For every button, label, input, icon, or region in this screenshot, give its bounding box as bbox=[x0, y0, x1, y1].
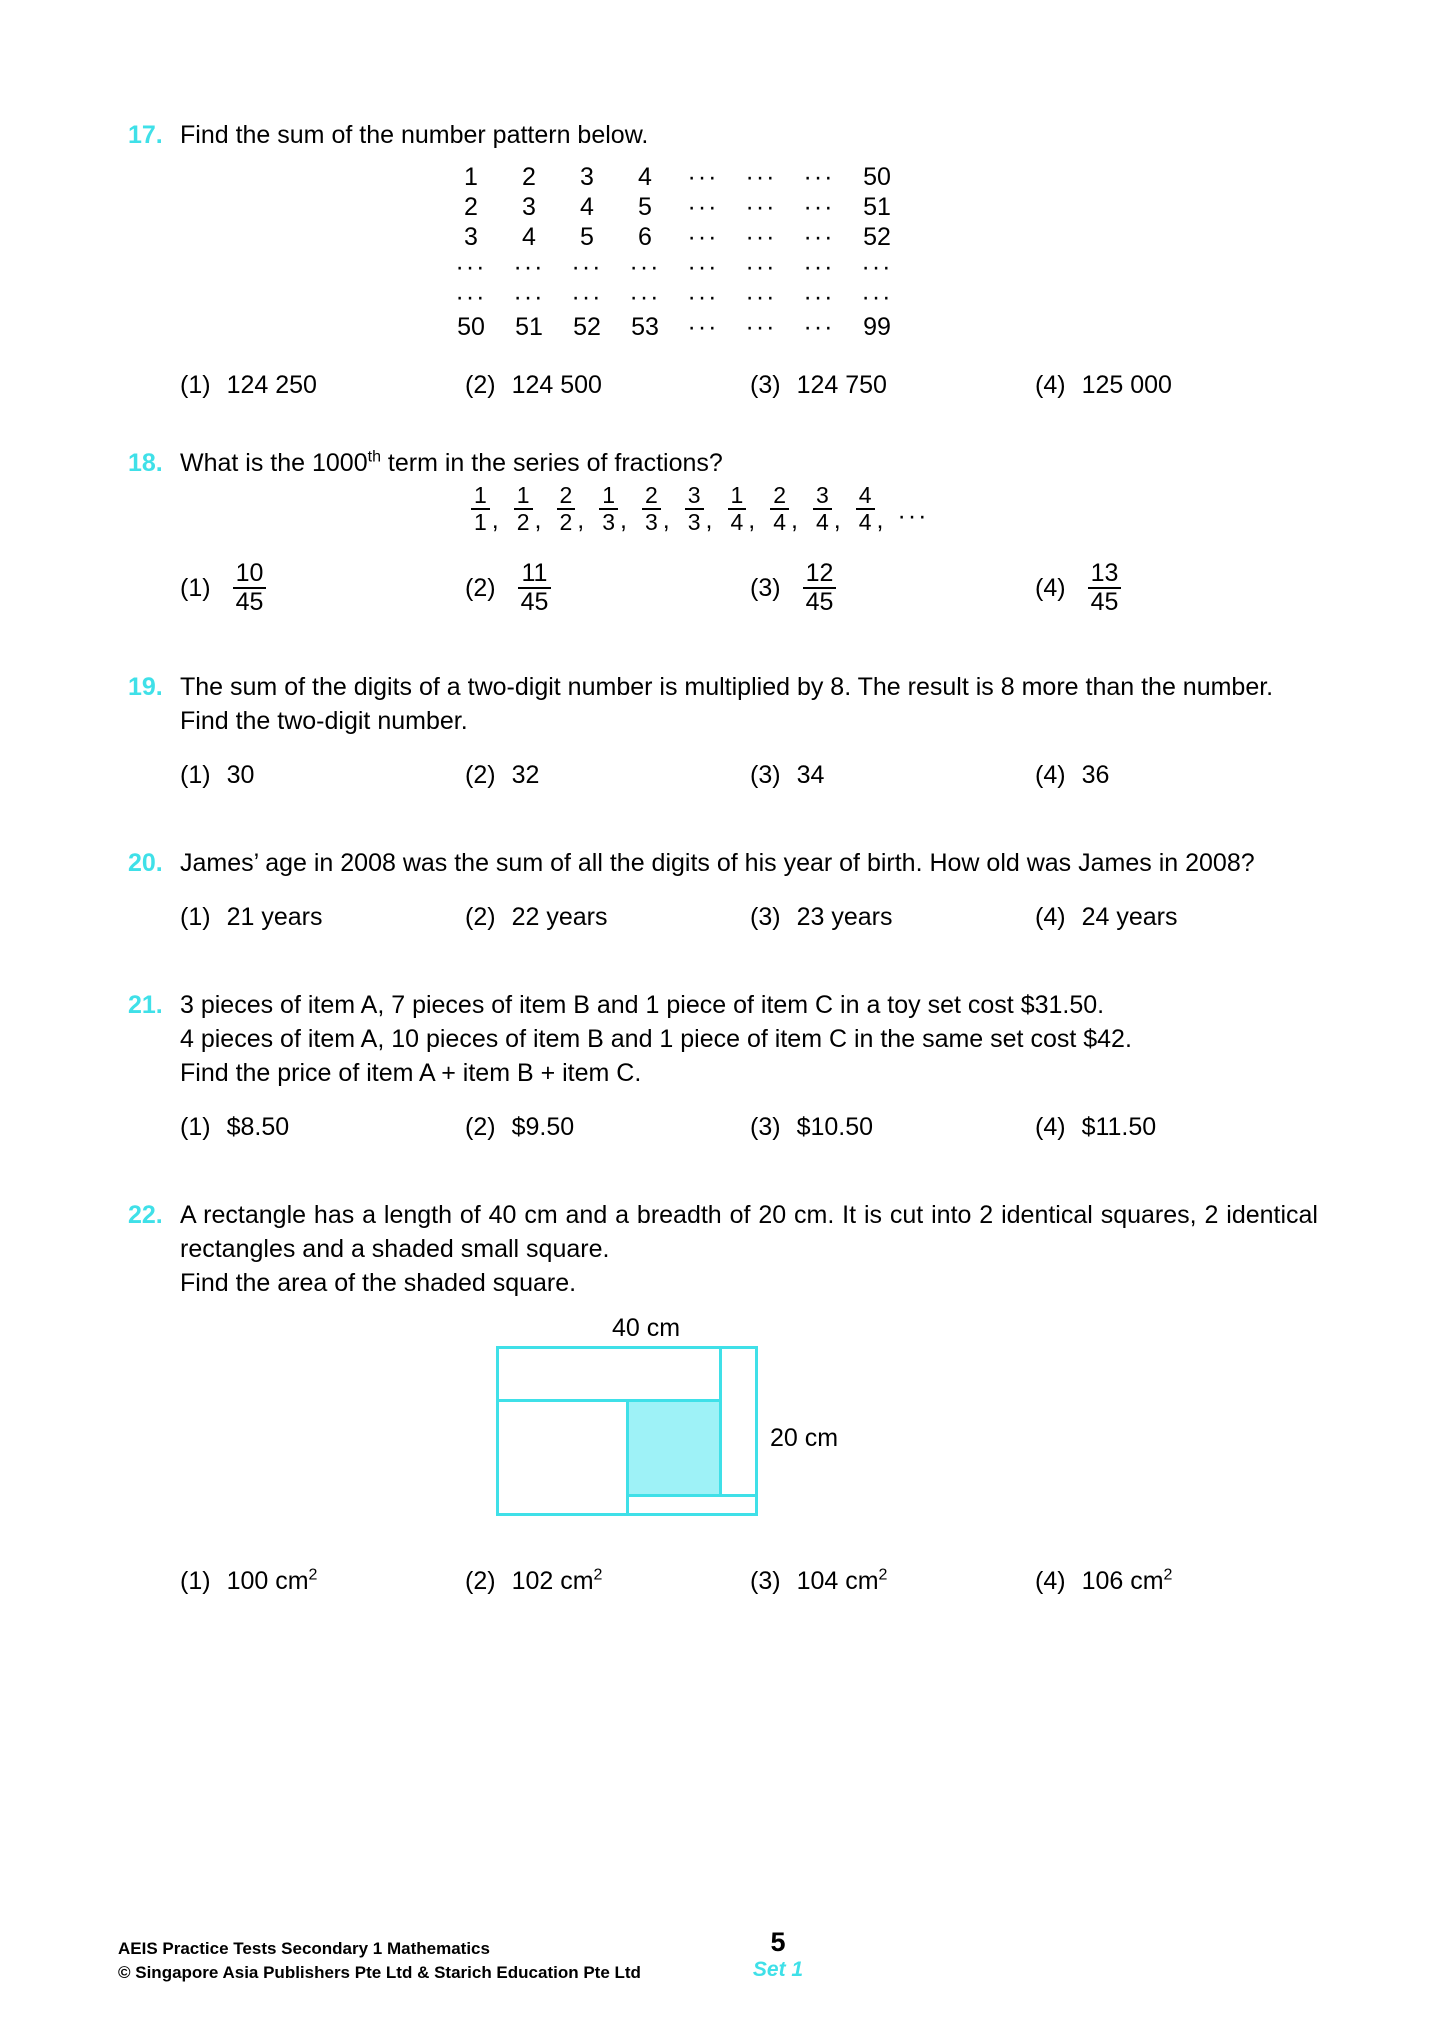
fraction bbox=[728, 484, 747, 535]
series-term bbox=[513, 484, 542, 535]
option-value-text: 100 cm bbox=[226, 1566, 309, 1595]
numerator: 1 bbox=[730, 482, 744, 508]
series-term bbox=[769, 484, 798, 535]
option-value bbox=[1082, 1564, 1173, 1598]
fraction bbox=[599, 484, 618, 535]
numerator: 3 bbox=[687, 482, 701, 508]
option-value-text: 106 cm bbox=[1081, 1566, 1164, 1595]
option-label: (1) bbox=[180, 760, 211, 789]
option-label: (2) bbox=[465, 902, 496, 931]
questions-container bbox=[128, 118, 1318, 1598]
grid-cell: ··· bbox=[455, 283, 487, 311]
shaded-square-diagram bbox=[180, 1314, 1318, 1564]
option-2[interactable] bbox=[465, 558, 750, 617]
numerator: 12 bbox=[805, 558, 834, 587]
question-21-line-3: Find the price of item A + item B + item C. bbox=[180, 1058, 642, 1087]
option-label: (1) bbox=[180, 1566, 211, 1595]
question-22-options bbox=[180, 1564, 1318, 1598]
grid-cell: 4 bbox=[522, 223, 536, 251]
series-ellipsis: ··· bbox=[897, 501, 929, 530]
question-21 bbox=[128, 988, 1318, 1144]
fraction bbox=[471, 484, 490, 535]
denominator: 45 bbox=[803, 587, 837, 616]
grid-cell: 52 bbox=[573, 313, 601, 341]
grid-cell: ··· bbox=[803, 313, 835, 341]
option-label: (1) bbox=[180, 1112, 211, 1141]
question-20-number: 20. bbox=[128, 848, 163, 877]
question-22-number: 22. bbox=[128, 1200, 163, 1229]
option-3[interactable] bbox=[750, 1110, 1035, 1144]
series-separator: , bbox=[534, 505, 542, 534]
numerator: 1 bbox=[474, 482, 487, 508]
grid-cell: ··· bbox=[803, 163, 835, 191]
denominator: 45 bbox=[518, 587, 552, 616]
grid-cell: 4 bbox=[580, 193, 594, 221]
grid-cell: ··· bbox=[687, 163, 719, 191]
series-separator: , bbox=[748, 505, 756, 534]
option-3[interactable] bbox=[750, 558, 1035, 617]
denominator: 2 bbox=[557, 508, 576, 534]
series-term bbox=[684, 484, 713, 535]
divider-bottom-horizontal bbox=[626, 1494, 758, 1497]
option-value: $8.50 bbox=[226, 1112, 290, 1141]
option-label: (1) bbox=[180, 574, 211, 603]
grid-cell: 51 bbox=[515, 313, 543, 341]
denominator: 1 bbox=[471, 508, 490, 534]
series-separator: , bbox=[577, 505, 585, 534]
table-row bbox=[442, 252, 906, 282]
question-22 bbox=[128, 1198, 1318, 1598]
numerator: 13 bbox=[1090, 558, 1119, 587]
question-18 bbox=[128, 446, 1318, 616]
denominator: 4 bbox=[770, 508, 789, 534]
numerator: 1 bbox=[602, 482, 616, 508]
question-21-line-1: 3 pieces of item A, 7 pieces of item B and 1 piece of item C in a toy set cost $31.50. bbox=[180, 990, 1105, 1019]
option-value: 124 750 bbox=[796, 371, 887, 399]
option-label: (3) bbox=[750, 1112, 781, 1141]
series-separator: , bbox=[833, 505, 841, 534]
series-term bbox=[641, 484, 670, 535]
denominator: 4 bbox=[813, 508, 832, 534]
grid-cell: ··· bbox=[571, 253, 603, 281]
grid-cell: ··· bbox=[629, 253, 661, 281]
question-20 bbox=[128, 846, 1318, 934]
option-1[interactable] bbox=[180, 900, 465, 934]
grid-cell: ··· bbox=[687, 253, 719, 281]
question-19-text: The sum of the digits of a two-digit number is multiplied by 8. The result is 8 more than the number. Find the two-digit number. bbox=[180, 672, 1274, 735]
option-value: $9.50 bbox=[511, 1112, 575, 1141]
option-label: (3) bbox=[750, 760, 781, 789]
option-2[interactable] bbox=[465, 758, 750, 792]
option-1[interactable] bbox=[180, 758, 465, 792]
question-21-options bbox=[180, 1110, 1318, 1144]
option-value: 125 000 bbox=[1081, 371, 1172, 399]
option-2[interactable] bbox=[465, 1564, 750, 1598]
option-value: 21 years bbox=[226, 902, 323, 931]
denominator: 45 bbox=[1088, 587, 1122, 616]
grid-cell: ··· bbox=[803, 193, 835, 221]
grid-cell: 3 bbox=[580, 163, 594, 191]
option-value: $11.50 bbox=[1081, 1112, 1157, 1141]
option-1[interactable] bbox=[180, 558, 465, 617]
fraction bbox=[514, 484, 533, 535]
option-1[interactable] bbox=[180, 1110, 465, 1144]
option-label: (4) bbox=[1035, 902, 1066, 931]
option-label: (4) bbox=[1035, 574, 1066, 603]
grid-cell: 5 bbox=[580, 223, 594, 251]
option-value: 124 500 bbox=[511, 371, 602, 399]
question-17-options bbox=[180, 368, 1318, 402]
table-row bbox=[442, 192, 906, 222]
option-value: $10.50 bbox=[796, 1112, 874, 1141]
grid-cell: 52 bbox=[863, 223, 891, 251]
diagram-figure bbox=[496, 1346, 758, 1516]
question-18-text-before: What is the 1000 bbox=[180, 449, 368, 477]
series-term bbox=[556, 484, 585, 535]
option-value bbox=[227, 1564, 318, 1598]
series-separator: , bbox=[791, 505, 798, 534]
grid-cell: 4 bbox=[638, 163, 652, 191]
grid-cell: ··· bbox=[687, 283, 719, 311]
option-label: (2) bbox=[465, 371, 496, 399]
option-value: 34 bbox=[796, 760, 825, 789]
option-3[interactable] bbox=[750, 758, 1035, 792]
series-separator: , bbox=[705, 505, 713, 534]
question-20-text: James’ age in 2008 was the sum of all the digits of his year of birth. How old was James in 2008? bbox=[180, 848, 1255, 877]
fraction bbox=[233, 558, 267, 617]
table-row bbox=[442, 312, 906, 342]
grid-cell: ··· bbox=[513, 253, 545, 281]
grid-cell: 5 bbox=[638, 193, 652, 221]
fraction-series bbox=[180, 484, 1318, 535]
footer-copyright: © Singapore Asia Publishers Pte Ltd & Starich Education Pte Ltd bbox=[118, 1963, 641, 1982]
denominator: 3 bbox=[599, 508, 618, 534]
grid-cell: ··· bbox=[803, 223, 835, 251]
series-term bbox=[727, 484, 756, 535]
divider-left-square-right bbox=[626, 1399, 629, 1516]
option-3[interactable] bbox=[750, 368, 1035, 402]
diagram-top-label: 40 cm bbox=[612, 1313, 681, 1342]
question-18-text-after: term in the series of fractions? bbox=[380, 449, 723, 477]
fraction bbox=[813, 484, 832, 535]
denominator: 4 bbox=[856, 508, 875, 534]
series-separator: , bbox=[662, 505, 670, 534]
grid-cell: ··· bbox=[745, 163, 777, 191]
option-label: (3) bbox=[750, 574, 781, 603]
question-21-line-2: 4 pieces of item A, 10 pieces of item B and 1 piece of item C in the same set cost $42. bbox=[180, 1024, 1132, 1053]
grid-cell: ··· bbox=[745, 223, 777, 251]
numerator: 11 bbox=[521, 558, 548, 587]
grid-cell: 6 bbox=[638, 223, 652, 251]
superscript: 2 bbox=[878, 1566, 888, 1584]
option-label: (3) bbox=[750, 371, 781, 399]
grid-cell: 2 bbox=[522, 163, 536, 191]
grid-cell: ··· bbox=[513, 283, 545, 311]
grid-cell: ··· bbox=[687, 193, 719, 221]
option-4[interactable] bbox=[1035, 558, 1122, 617]
fraction bbox=[557, 484, 576, 535]
grid-cell: ··· bbox=[629, 283, 661, 311]
grid-cell: ··· bbox=[687, 223, 719, 251]
divider-top-horizontal bbox=[496, 1399, 722, 1402]
superscript: 2 bbox=[308, 1566, 318, 1584]
option-value: 22 years bbox=[511, 902, 608, 931]
grid-cell: ··· bbox=[861, 253, 893, 281]
fraction bbox=[685, 484, 704, 535]
series-separator: , bbox=[620, 505, 627, 534]
option-label: (4) bbox=[1035, 1112, 1066, 1141]
option-label: (1) bbox=[180, 902, 211, 931]
grid-cell: ··· bbox=[745, 283, 777, 311]
superscript: 2 bbox=[1163, 1566, 1173, 1584]
option-1[interactable] bbox=[180, 368, 465, 402]
option-4[interactable] bbox=[1035, 900, 1177, 934]
grid-cell: ··· bbox=[803, 283, 835, 311]
series-term bbox=[470, 484, 499, 535]
series-term bbox=[812, 484, 841, 535]
question-22-line-2: Find the area of the shaded square. bbox=[180, 1268, 577, 1297]
grid-cell: ··· bbox=[745, 253, 777, 281]
fraction bbox=[1088, 558, 1122, 617]
numerator: 2 bbox=[773, 482, 787, 508]
option-label: (3) bbox=[750, 1566, 781, 1595]
option-4[interactable] bbox=[1035, 368, 1172, 402]
diagram-right-label: 20 cm bbox=[770, 1423, 839, 1452]
footer-title: AEIS Practice Tests Secondary 1 Mathematics bbox=[118, 1939, 490, 1958]
option-1[interactable] bbox=[180, 1564, 465, 1598]
option-value-text: 102 cm bbox=[511, 1566, 594, 1595]
grid-cell: 99 bbox=[863, 313, 891, 341]
grid-cell: ··· bbox=[571, 283, 603, 311]
option-4[interactable] bbox=[1035, 758, 1109, 792]
question-18-number: 18. bbox=[128, 449, 163, 477]
question-20-options bbox=[180, 900, 1318, 934]
grid-cell: 50 bbox=[457, 313, 485, 341]
option-value-text: 104 cm bbox=[796, 1566, 879, 1595]
table-row bbox=[442, 222, 906, 252]
grid-cell: 2 bbox=[464, 193, 478, 221]
question-18-text bbox=[180, 446, 1318, 480]
option-label: (4) bbox=[1035, 760, 1066, 789]
series-term bbox=[598, 484, 627, 535]
denominator: 3 bbox=[685, 508, 704, 534]
question-22-line-1: A rectangle has a length of 40 cm and a breadth of 20 cm. It is cut into 2 identical squares, 2 identical rectangles and a shaded small square. bbox=[180, 1200, 1318, 1263]
fraction bbox=[642, 484, 661, 535]
question-21-number: 21. bbox=[128, 990, 163, 1019]
grid-cell: ··· bbox=[455, 253, 487, 281]
grid-cell: 50 bbox=[863, 163, 891, 191]
footer-page-info bbox=[718, 1927, 838, 1983]
grid-cell: ··· bbox=[745, 193, 777, 221]
question-17 bbox=[128, 118, 1318, 402]
series-term bbox=[855, 484, 884, 535]
denominator: 4 bbox=[728, 508, 747, 534]
superscript: 2 bbox=[593, 1566, 603, 1584]
grid-cell: 51 bbox=[863, 193, 891, 221]
option-2[interactable] bbox=[465, 368, 750, 402]
option-label: (2) bbox=[465, 1566, 496, 1595]
option-value: 124 250 bbox=[226, 371, 317, 399]
fraction bbox=[803, 558, 837, 617]
question-17-text: Find the sum of the number pattern below. bbox=[180, 121, 649, 149]
option-label: (1) bbox=[180, 371, 211, 399]
grid-cell: 3 bbox=[464, 223, 478, 251]
question-18-options bbox=[180, 558, 1318, 617]
question-19-options bbox=[180, 758, 1318, 792]
option-label: (2) bbox=[465, 760, 496, 789]
grid-cell: 53 bbox=[631, 313, 659, 341]
numerator: 2 bbox=[559, 482, 573, 508]
option-2[interactable] bbox=[465, 1110, 750, 1144]
option-value: 24 years bbox=[1081, 902, 1178, 931]
numerator: 3 bbox=[816, 482, 829, 508]
option-value: 30 bbox=[226, 760, 255, 789]
option-value bbox=[797, 1564, 888, 1598]
fraction bbox=[770, 484, 789, 535]
footer-credit bbox=[118, 1937, 641, 1985]
grid-cell: ··· bbox=[861, 283, 893, 311]
fraction bbox=[518, 558, 552, 617]
grid-cell: 1 bbox=[464, 163, 478, 191]
option-4[interactable] bbox=[1035, 1564, 1172, 1598]
option-4[interactable] bbox=[1035, 1110, 1156, 1144]
option-2[interactable] bbox=[465, 900, 750, 934]
numerator: 4 bbox=[858, 482, 872, 508]
option-3[interactable] bbox=[750, 900, 1035, 934]
numerator: 10 bbox=[235, 558, 264, 587]
fraction bbox=[856, 484, 875, 535]
question-19 bbox=[128, 670, 1318, 792]
numerator: 2 bbox=[645, 482, 658, 508]
grid-cell: ··· bbox=[687, 313, 719, 341]
divider-right-square-left bbox=[719, 1346, 722, 1497]
numerator: 1 bbox=[516, 482, 530, 508]
table-row bbox=[442, 282, 906, 312]
option-label: (4) bbox=[1035, 371, 1066, 399]
denominator: 3 bbox=[642, 508, 661, 534]
grid-cell: 3 bbox=[522, 193, 536, 221]
question-17-number: 17. bbox=[128, 121, 163, 149]
series-separator: , bbox=[876, 505, 884, 534]
option-label: (4) bbox=[1035, 1566, 1066, 1595]
option-label: (2) bbox=[465, 574, 496, 603]
option-label: (2) bbox=[465, 1112, 496, 1141]
option-value: 23 years bbox=[796, 902, 893, 931]
option-value: 36 bbox=[1081, 760, 1110, 789]
option-value: 32 bbox=[511, 760, 540, 789]
option-value bbox=[512, 1564, 603, 1598]
option-3[interactable] bbox=[750, 1564, 1035, 1598]
table-row bbox=[442, 162, 906, 192]
page-number: 5 bbox=[770, 1927, 786, 1957]
option-label: (3) bbox=[750, 902, 781, 931]
set-label: Set 1 bbox=[752, 1958, 804, 1981]
denominator: 45 bbox=[233, 587, 267, 616]
grid-cell: ··· bbox=[803, 253, 835, 281]
denominator: 2 bbox=[514, 508, 533, 534]
question-19-number: 19. bbox=[128, 672, 163, 701]
series-separator: , bbox=[491, 505, 499, 534]
grid-cell: ··· bbox=[745, 313, 777, 341]
number-pattern-grid bbox=[180, 162, 1318, 342]
ordinal-suffix: th bbox=[367, 448, 381, 466]
number-pattern-table bbox=[442, 162, 906, 342]
